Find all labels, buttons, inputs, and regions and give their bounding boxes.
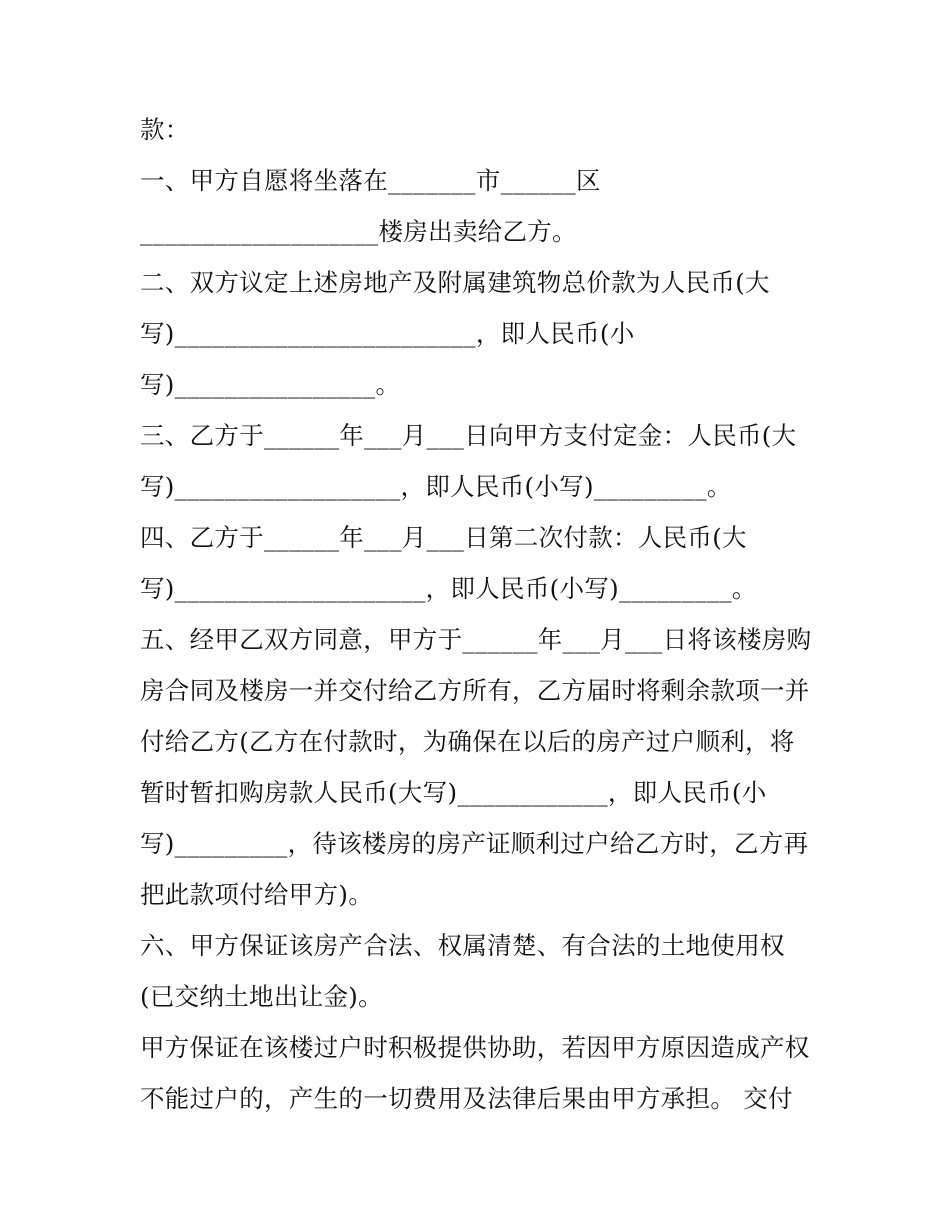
document-body: [140, 104, 830, 1124]
text-line: 款：: [140, 115, 190, 144]
clause-5-line: 把此款项付给甲方)。: [140, 880, 374, 909]
clause-5-line: 五、经甲乙双方同意，甲方于______年___月___日将该楼房购: [140, 625, 812, 654]
clause-6-line: 六、甲方保证该房产合法、权属清楚、有合法的土地使用权: [140, 931, 785, 960]
clause-3-line: 写)__________________，即人民币(小写)_________。: [140, 472, 732, 501]
clause-1-line: ___________________楼房出卖给乙方。: [140, 217, 577, 246]
paragraph-line: 甲方保证在该楼过户时积极提供协助，若因甲方原因造成产权: [140, 1033, 810, 1062]
clause-1-line: 一、甲方自愿将坐落在_______市______区: [140, 166, 601, 195]
clause-5-line: 写)_________，待该楼房的房产证顺利过户给乙方时，乙方再: [140, 829, 809, 858]
clause-3-line: 三、乙方于______年___月___日向甲方支付定金：人民币(大: [140, 421, 797, 450]
clause-5-line: 暂时暂扣购房款人民币(大写)____________，即人民币(小: [140, 778, 767, 807]
clause-5-line: 房合同及楼房一并交付给乙方所有，乙方届时将剩余款项一并: [140, 676, 810, 705]
clause-4-line: 写)____________________，即人民币(小写)_________。: [140, 574, 757, 603]
clause-2-line: 二、双方议定上述房地产及附属建筑物总价款为人民币(大: [140, 268, 770, 297]
paragraph-line: 不能过户的，产生的一切费用及法律后果由甲方承担。 交付: [140, 1084, 793, 1113]
clause-5-line: 付给乙方(乙方在付款时，为确保在以后的房产过户顺利，将: [140, 727, 795, 756]
clause-2-line: 写)________________。: [140, 370, 401, 399]
clause-4-line: 四、乙方于______年___月___日第二次付款：人民币(大: [140, 523, 747, 552]
clause-2-line: 写)________________________，即人民币(小: [140, 319, 635, 348]
clause-6-line: (已交纳土地出让金)。: [140, 982, 383, 1011]
